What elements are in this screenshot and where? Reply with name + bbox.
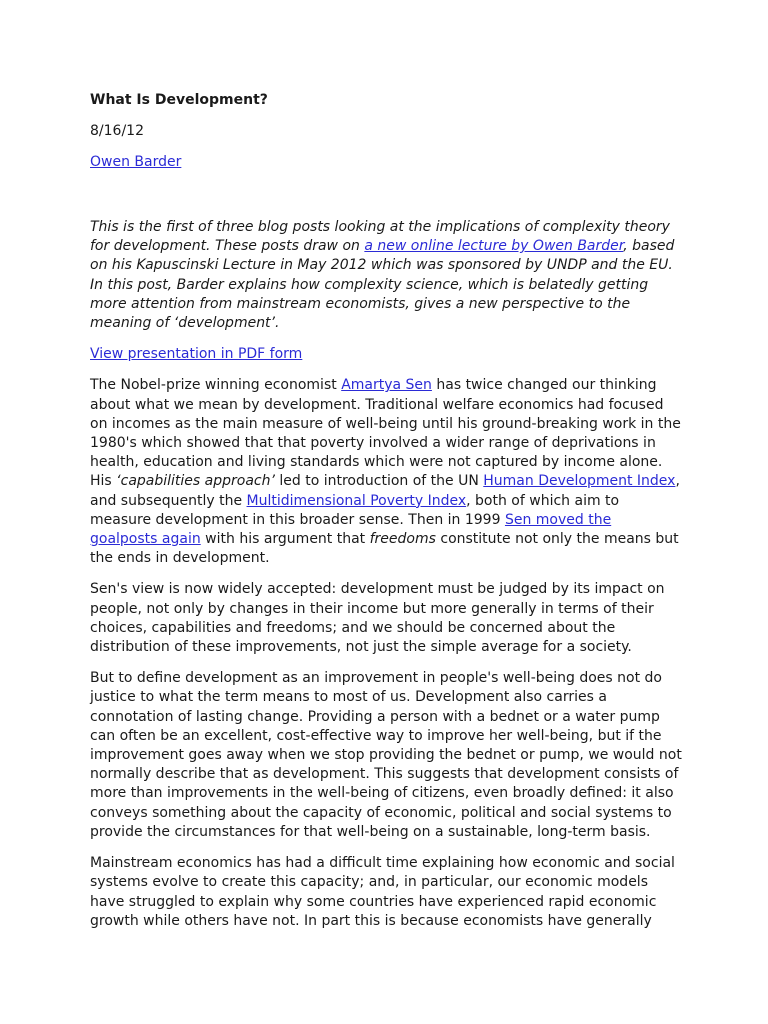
paragraph-3: But to define development as an improvement in people's well-being does not do justice to what the term means to most of us. Development also carries a connotation of lasting change. Providing a person with a bednet or a water pump can often be an excellent, cost-effective way to improve her well-being, but if the improvement goes away when we stop providing the bednet or pump, we would not normally describe that as development. This suggests that development consists of more than improvements in the well-being of citizens, even broadly defined: it also conveys something about the capacity of economic, political and social systems to provide the circumstances for that well-being on a sustainable, long-term basis.	[90, 670, 682, 840]
p1-text-2: has twice changed our thinking about what we mean by development. Traditional welfare economics had focused on incomes as the main measure of well-being until his ground-breaking work in the 1980's which showed that that poverty involved a wider range of deprivations in health, education and living standards which were not captured by income alone. His	[90, 377, 681, 490]
intro-text-1: This is the first of three blog posts looking at the implications of complexity theory for development. These posts draw on	[90, 219, 670, 255]
hdi-link[interactable]: Human Development Index	[483, 473, 676, 490]
goalposts-link[interactable]: Sen moved the goalposts again	[90, 511, 612, 548]
view-pdf-link[interactable]: View presentation in PDF form	[90, 346, 303, 363]
author-link-wrap	[90, 153, 682, 172]
p1-text-4: , and subsequently the	[90, 473, 680, 509]
paragraph-1	[90, 376, 682, 568]
p1-text-3: led to introduction of the UN	[274, 473, 484, 490]
p1-text-7: constitute not only the means but the ends in development.	[90, 531, 679, 567]
p1-emphasis-capabilities: ‘capabilities approach’	[116, 473, 275, 490]
paragraph-2: Sen's view is now widely accepted: development must be judged by its impact on people, not only by changes in their income but more generally in terms of their choices, capabilities and freedoms; and we should be concerned about the distribution of these improvements, not just the simple average for a society.	[90, 581, 665, 656]
document-title: What Is Development?	[90, 92, 268, 108]
intro-text-2: , based on his Kapuscinski Lecture in May 2012 which was sponsored by UNDP and the EU. In this post, Barder explains how complexity science, which is belatedly getting more attention from mainstream economists, gives a new perspective to the meaning of ‘development’.	[90, 238, 675, 332]
p1-text-6: with his argument that	[200, 531, 370, 548]
mpi-link[interactable]: Multidimensional Poverty Index	[246, 492, 467, 509]
p1-text-5: , both of which aim to measure development in this broader sense. Then in 1999	[90, 492, 620, 528]
paragraph-4: Mainstream economics has had a difficult time explaining how economic and social systems evolve to create this capacity; and, in particular, our economic models have struggled to explain why some countries have experienced rapid economic growth while others have not. In part this is because economists have generally	[90, 855, 675, 929]
author-link[interactable]: Owen Barder	[90, 154, 182, 170]
post-date: 8/16/12	[90, 123, 144, 139]
online-lecture-link[interactable]: a new online lecture by Owen Barder	[364, 238, 624, 255]
p1-emphasis-freedoms: freedoms	[369, 531, 436, 548]
p1-text-1: The Nobel-prize winning economist	[90, 377, 342, 394]
pdf-link-paragraph	[90, 345, 682, 364]
amartya-sen-link[interactable]: Amartya Sen	[341, 377, 432, 394]
intro-paragraph	[90, 218, 682, 333]
